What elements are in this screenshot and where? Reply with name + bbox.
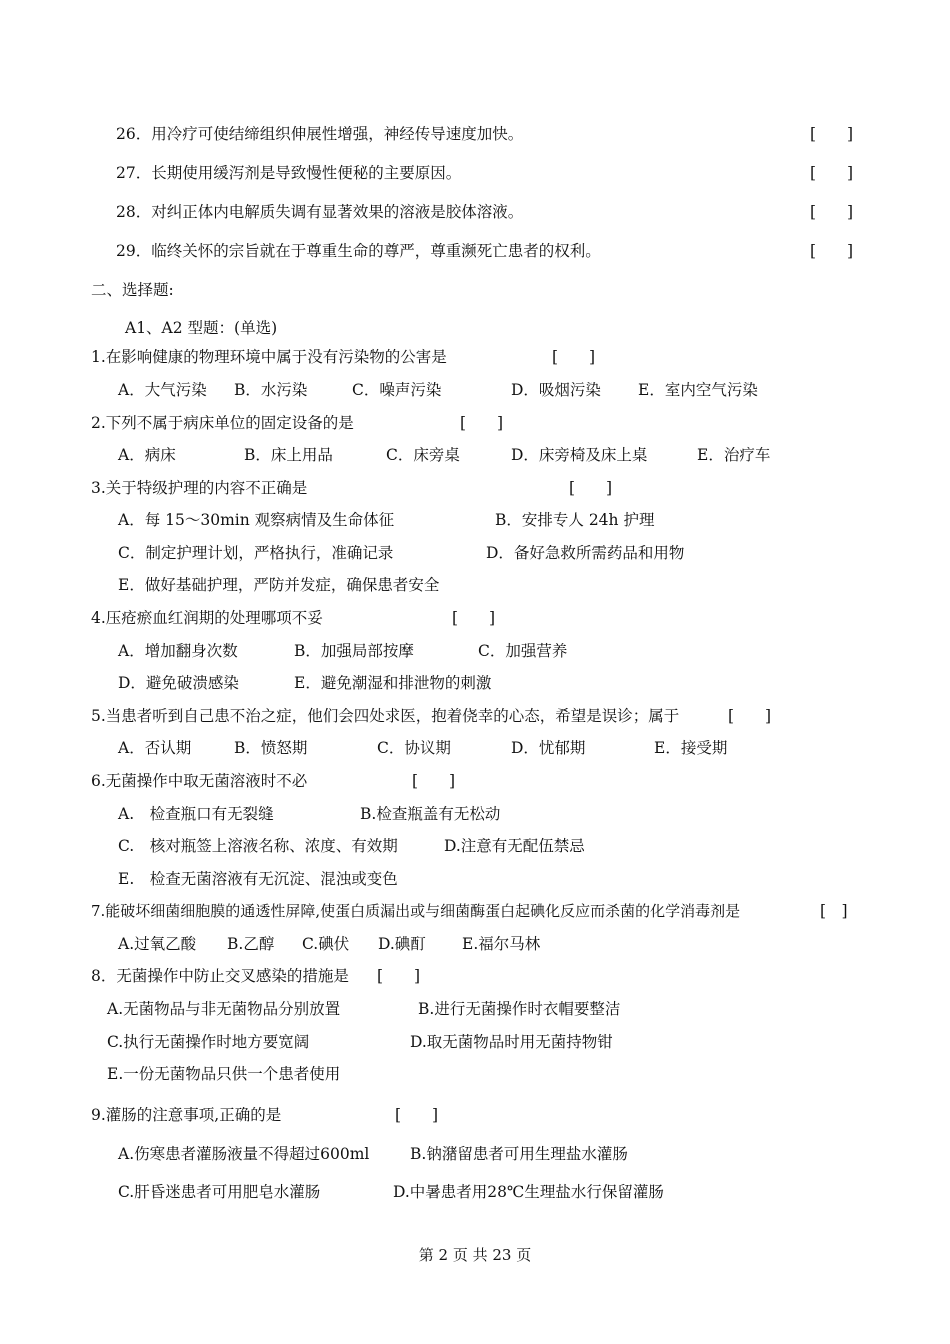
tf-item-27: 27．长期使用缓泻剂是导致慢性便秘的主要原因。 — [116, 164, 462, 182]
option-b[interactable]: B．加强局部按摩 — [294, 642, 414, 660]
subsection-title: A1、A2 型题：(单选) — [125, 319, 278, 337]
option-e[interactable]: E.福尔马林 — [462, 935, 541, 953]
option-c[interactable]: C.肝昏迷患者可用肥皂水灌肠 — [118, 1183, 321, 1201]
option-a[interactable]: A.伤寒患者灌肠液量不得超过600ml — [118, 1145, 370, 1163]
option-e[interactable]: E．室内空气污染 — [638, 381, 758, 399]
option-a[interactable]: A.无菌物品与非无菌物品分别放置 — [107, 1000, 341, 1018]
option-e[interactable]: E．接受期 — [654, 739, 728, 757]
answer-bracket[interactable]: [ ] — [810, 125, 854, 143]
answer-bracket[interactable]: [ ] — [395, 1106, 439, 1124]
option-d[interactable]: D.取无菌物品时用无菌持物钳 — [410, 1033, 613, 1051]
option-d[interactable]: D.碘酊 — [378, 935, 426, 953]
question-stem-7: 7.能破坏细菌细胞膜的通透性屏障,使蛋白质漏出或与细菌酶蛋白起碘化反应而杀菌的化学消毒剂是 — [91, 902, 741, 920]
option-d[interactable]: D.注意有无配伍禁忌 — [444, 837, 585, 855]
option-c[interactable]: C. 核对瓶签上溶液名称、浓度、有效期 — [118, 837, 398, 855]
tf-item-26: 26．用冷疗可使结缔组织伸展性增强，神经传导速度加快。 — [116, 125, 524, 143]
question-stem-9: 9.灌肠的注意事项,正确的是 — [91, 1106, 282, 1124]
question-stem-2: 2.下列不属于病床单位的固定设备的是 — [91, 414, 354, 432]
answer-bracket[interactable]: [ ] — [412, 772, 456, 790]
option-b[interactable]: B.进行无菌操作时衣帽要整洁 — [418, 1000, 621, 1018]
tf-item-28: 28．对纠正体内电解质失调有显著效果的溶液是胶体溶液。 — [116, 203, 524, 221]
option-a[interactable]: A．否认期 — [118, 739, 192, 757]
option-a[interactable]: A．大气污染 — [118, 381, 207, 399]
option-e[interactable]: E．治疗车 — [697, 446, 771, 464]
question-stem-5: 5.当患者听到自己患不治之症，他们会四处求医，抱着侥幸的心态，希望是误诊；属于 — [91, 707, 680, 725]
option-b[interactable]: B.检查瓶盖有无松动 — [360, 805, 501, 823]
option-c[interactable]: C．制定护理计划，严格执行，准确记录 — [118, 544, 394, 562]
option-b[interactable]: B.乙醇 — [227, 935, 275, 953]
answer-bracket[interactable]: [ ] — [728, 707, 772, 725]
option-e[interactable]: E．避免潮湿和排泄物的刺激 — [294, 674, 492, 692]
option-c[interactable]: C．噪声污染 — [352, 381, 442, 399]
option-d[interactable]: D．避免破溃感染 — [118, 674, 239, 692]
question-stem-6: 6.无菌操作中取无菌溶液时不必 — [91, 772, 308, 790]
answer-bracket[interactable]: [ ] — [820, 902, 848, 920]
tf-item-29: 29．临终关怀的宗旨就在于尊重生命的尊严，尊重濒死亡患者的权利。 — [116, 242, 601, 260]
option-a[interactable]: A．病床 — [118, 446, 176, 464]
answer-bracket[interactable]: [ ] — [377, 967, 421, 985]
option-e[interactable]: E. 检查无菌溶液有无沉淀、混浊或变色 — [118, 870, 398, 888]
answer-bracket[interactable]: [ ] — [552, 348, 596, 366]
question-stem-8: 8．无菌操作中防止交叉感染的措施是 — [91, 967, 349, 985]
option-c[interactable]: C．加强营养 — [478, 642, 568, 660]
option-c[interactable]: C．床旁桌 — [386, 446, 460, 464]
option-d[interactable]: D．吸烟污染 — [511, 381, 601, 399]
option-d[interactable]: D．忧郁期 — [511, 739, 586, 757]
option-a[interactable]: A．每 15～30min 观察病情及生命体征 — [118, 511, 395, 529]
option-d[interactable]: D．备好急救所需药品和用物 — [486, 544, 685, 562]
page-footer: 第 2 页 共 23 页 — [418, 1246, 532, 1264]
option-d[interactable]: D．床旁椅及床上桌 — [511, 446, 648, 464]
question-stem-1: 1.在影响健康的物理环境中属于没有污染物的公害是 — [91, 348, 447, 366]
answer-bracket[interactable]: [ ] — [569, 479, 613, 497]
option-b[interactable]: B．安排专人 24h 护理 — [495, 511, 655, 529]
option-a[interactable]: A．增加翻身次数 — [118, 642, 238, 660]
answer-bracket[interactable]: [ ] — [452, 609, 496, 627]
option-c[interactable]: C.执行无菌操作时地方要宽阔 — [107, 1033, 310, 1051]
answer-bracket[interactable]: [ ] — [810, 242, 854, 260]
option-b[interactable]: B.钠潴留患者可用生理盐水灌肠 — [410, 1145, 628, 1163]
option-b[interactable]: B．愤怒期 — [234, 739, 308, 757]
answer-bracket[interactable]: [ ] — [810, 203, 854, 221]
option-e[interactable]: E．做好基础护理，严防并发症，确保患者安全 — [118, 576, 440, 594]
option-c[interactable]: C．协议期 — [377, 739, 451, 757]
option-b[interactable]: B．水污染 — [234, 381, 308, 399]
question-stem-3: 3.关于特级护理的内容不正确是 — [91, 479, 308, 497]
option-b[interactable]: B．床上用品 — [244, 446, 333, 464]
option-c[interactable]: C.碘伏 — [302, 935, 350, 953]
answer-bracket[interactable]: [ ] — [460, 414, 504, 432]
section-title: 二、选择题: — [91, 281, 174, 299]
option-e[interactable]: E.一份无菌物品只供一个患者使用 — [107, 1065, 341, 1083]
option-d[interactable]: D.中暑患者用28℃生理盐水行保留灌肠 — [393, 1183, 664, 1201]
option-a[interactable]: A.过氧乙酸 — [118, 935, 197, 953]
answer-bracket[interactable]: [ ] — [810, 164, 854, 182]
question-stem-4: 4.压疮瘀血红润期的处理哪项不妥 — [91, 609, 323, 627]
option-a[interactable]: A. 检查瓶口有无裂缝 — [118, 805, 274, 823]
